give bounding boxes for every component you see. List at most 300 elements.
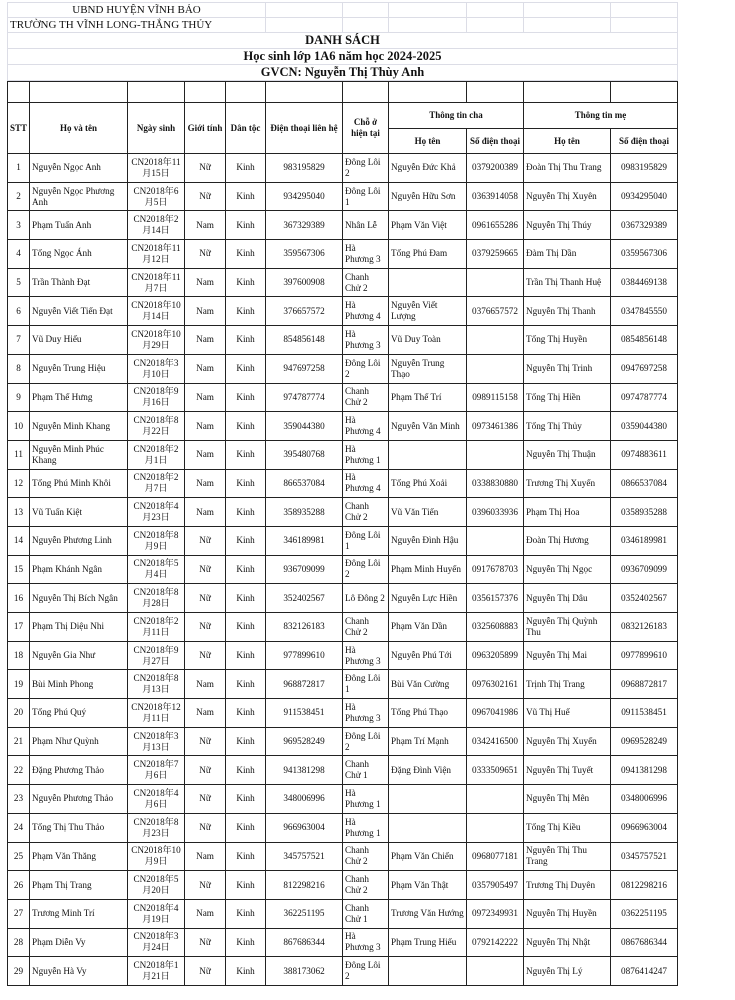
cell-phone: 934295040 [266, 182, 343, 211]
cell-mother-phone: 0974883611 [611, 440, 678, 469]
cell-phone: 367329389 [266, 211, 343, 240]
cell-ethnicity: Kinh [226, 526, 266, 555]
cell-mother-name: Nguyễn Thị Thanh [524, 297, 611, 326]
cell-ethnicity: Kinh [226, 268, 266, 297]
cell-gender: Nữ [185, 182, 226, 211]
cell-gender: Nữ [185, 240, 226, 269]
cell-gender: Nam [185, 354, 226, 383]
cell-name: Phạm Khánh Ngân [30, 555, 128, 584]
cell-ethnicity: Kinh [226, 785, 266, 814]
cell-mother-name: Nguyễn Thị Xuyên [524, 182, 611, 211]
cell-address: Chanh Chử 2 [343, 268, 389, 297]
cell-stt: 27 [8, 899, 30, 928]
table-row [8, 412, 678, 441]
cell-mother-name: Đàm Thị Dần [524, 240, 611, 269]
cell-stt: 26 [8, 871, 30, 900]
cell-mother-name: Trịnh Thị Trang [524, 670, 611, 699]
cell-gender: Nữ [185, 756, 226, 785]
cell-mother-name: Nguyễn Thị Thúy [524, 211, 611, 240]
cell-address: Lô Đông 2 [343, 584, 389, 613]
cell-ethnicity: Kinh [226, 297, 266, 326]
cell-stt: 29 [8, 957, 30, 986]
cell-mother-name: Nguyễn Thị Dâu [524, 584, 611, 613]
cell-mother-phone: 0983195829 [611, 154, 678, 183]
table-row [8, 498, 678, 527]
cell-mother-name: Nguyễn Thị Tuyết [524, 756, 611, 785]
cell-phone: 974787774 [266, 383, 343, 412]
cell-address: Hà Phương 3 [343, 240, 389, 269]
cell-father-phone: 0989115158 [467, 383, 524, 412]
cell-gender: Nam [185, 383, 226, 412]
cell-phone: 362251195 [266, 899, 343, 928]
cell-ethnicity: Kinh [226, 154, 266, 183]
cell-father-name: Phạm Văn Chiến [389, 842, 467, 871]
cell-dob: CN2018年8月28日 [128, 584, 185, 613]
cell-father-name: Phạm Minh Huyến [389, 555, 467, 584]
cell-mother-phone: 0359044380 [611, 412, 678, 441]
cell-dob: CN2018年2月7日 [128, 469, 185, 498]
cell-dob: CN2018年12月11日 [128, 699, 185, 728]
school-name [8, 18, 266, 33]
table-row [8, 354, 678, 383]
cell-stt: 24 [8, 813, 30, 842]
cell-mother-phone: 0974787774 [611, 383, 678, 412]
cell-stt: 8 [8, 354, 30, 383]
cell-dob: CN2018年4月6日 [128, 785, 185, 814]
cell-stt: 28 [8, 928, 30, 957]
table-row [8, 154, 678, 183]
cell-dob: CN2018年11月7日 [128, 268, 185, 297]
table-row [8, 756, 678, 785]
cell-mother-name: Nguyễn Thị Huyền [524, 899, 611, 928]
cell-address: Hà Phương 3 [343, 928, 389, 957]
cell-mother-phone: 0348006996 [611, 785, 678, 814]
cell-stt: 4 [8, 240, 30, 269]
cell-mother-name: Tống Thị Thủy [524, 412, 611, 441]
cell-father-name: Tống Phú Thạo [389, 699, 467, 728]
cell-name: Nguyễn Viết Tiến Đạt [30, 297, 128, 326]
cell-father-phone [467, 813, 524, 842]
cell-father-phone: 0333509651 [467, 756, 524, 785]
cell-name: Đặng Phương Thảo [30, 756, 128, 785]
cell-dob: CN2018年10月29日 [128, 326, 185, 355]
cell-dob: CN2018年9月27日 [128, 641, 185, 670]
cell-stt: 20 [8, 699, 30, 728]
cell-gender: Nam [185, 498, 226, 527]
student-table [7, 81, 678, 986]
cell-phone: 348006996 [266, 785, 343, 814]
cell-gender: Nữ [185, 813, 226, 842]
cell-gender: Nam [185, 842, 226, 871]
cell-gender: Nữ [185, 613, 226, 642]
table-row [8, 326, 678, 355]
cell-address: Hà Phương 1 [343, 785, 389, 814]
cell-phone: 911538451 [266, 699, 343, 728]
cell-ethnicity: Kinh [226, 928, 266, 957]
cell-address: Hà Phương 4 [343, 412, 389, 441]
document-title: DANH SÁCH [8, 33, 678, 49]
cell-dob: CN2018年3月24日 [128, 928, 185, 957]
col-father-phone: Số điện thoại [467, 129, 524, 154]
cell-phone: 866537084 [266, 469, 343, 498]
cell-address: Hà Phương 1 [343, 813, 389, 842]
cell-address: Hà Phương 3 [343, 641, 389, 670]
cell-name: Nguyễn Gia Như [30, 641, 128, 670]
cell-name: Tống Ngọc Ánh [30, 240, 128, 269]
cell-phone: 358935288 [266, 498, 343, 527]
cell-father-name: Nguyễn Văn Minh [389, 412, 467, 441]
cell-father-phone: 0792142222 [467, 928, 524, 957]
cell-gender: Nam [185, 268, 226, 297]
table-row [8, 383, 678, 412]
cell-father-name: Đặng Đình Viện [389, 756, 467, 785]
cell-stt: 18 [8, 641, 30, 670]
cell-father-phone: 0972349931 [467, 899, 524, 928]
cell-ethnicity: Kinh [226, 670, 266, 699]
cell-dob: CN2018年10月14日 [128, 297, 185, 326]
cell-address: Đông Lôi 1 [343, 670, 389, 699]
table-row [8, 297, 678, 326]
cell-name: Phạm Tuấn Anh [30, 211, 128, 240]
cell-mother-name: Phạm Thị Hoa [524, 498, 611, 527]
cell-stt: 12 [8, 469, 30, 498]
cell-ethnicity: Kinh [226, 641, 266, 670]
cell-gender: Nam [185, 297, 226, 326]
cell-father-phone: 0325608883 [467, 613, 524, 642]
cell-phone: 966963004 [266, 813, 343, 842]
cell-father-name: Tống Phú Xoải [389, 469, 467, 498]
cell-mother-name: Tống Thị Hiền [524, 383, 611, 412]
cell-ethnicity: Kinh [226, 469, 266, 498]
cell-father-name [389, 268, 467, 297]
cell-mother-phone: 0876414247 [611, 957, 678, 986]
table-row [8, 813, 678, 842]
cell-ethnicity: Kinh [226, 871, 266, 900]
cell-dob: CN2018年4月23日 [128, 498, 185, 527]
cell-stt: 13 [8, 498, 30, 527]
col-mother-phone: Số điện thoại [611, 129, 678, 154]
table-row [8, 842, 678, 871]
cell-father-phone: 0917678703 [467, 555, 524, 584]
district-name: UBND HUYỆN VĨNH BẢO [8, 3, 266, 18]
cell-ethnicity: Kinh [226, 584, 266, 613]
cell-address: Hà Phương 4 [343, 469, 389, 498]
cell-mother-phone: 0947697258 [611, 354, 678, 383]
cell-mother-phone: 0854856148 [611, 326, 678, 355]
cell-father-name [389, 813, 467, 842]
cell-gender: Nữ [185, 555, 226, 584]
cell-father-phone: 0379259665 [467, 240, 524, 269]
cell-gender: Nam [185, 412, 226, 441]
cell-mother-phone: 0866537084 [611, 469, 678, 498]
cell-gender: Nữ [185, 727, 226, 756]
document-subtitle: Học sinh lớp 1A6 năm học 2024-2025 [8, 49, 678, 65]
cell-stt: 19 [8, 670, 30, 699]
cell-phone: 968872817 [266, 670, 343, 699]
cell-name: Phạm Thị Diệu Nhi [30, 613, 128, 642]
cell-father-phone: 0968077181 [467, 842, 524, 871]
cell-father-phone [467, 268, 524, 297]
cell-father-phone: 0357905497 [467, 871, 524, 900]
table-row [8, 899, 678, 928]
cell-mother-phone: 0362251195 [611, 899, 678, 928]
cell-phone: 936709099 [266, 555, 343, 584]
cell-dob: CN2018年11月12日 [128, 240, 185, 269]
cell-address: Hà Phương 3 [343, 326, 389, 355]
cell-mother-name: Tống Thị Kiều [524, 813, 611, 842]
col-father-group: Thông tin cha [389, 103, 524, 129]
cell-dob: CN2018年1月21日 [128, 957, 185, 986]
cell-stt: 6 [8, 297, 30, 326]
cell-name: Bùi Minh Phong [30, 670, 128, 699]
cell-dob: CN2018年6月5日 [128, 182, 185, 211]
cell-dob: CN2018年11月15日 [128, 154, 185, 183]
table-row [8, 469, 678, 498]
cell-stt: 22 [8, 756, 30, 785]
cell-father-name: Nguyễn Đức Khả [389, 154, 467, 183]
cell-address: Nhân Lễ [343, 211, 389, 240]
cell-ethnicity: Kinh [226, 383, 266, 412]
cell-stt: 14 [8, 526, 30, 555]
cell-father-phone: 0973461386 [467, 412, 524, 441]
cell-name: Nguyễn Phương Thảo [30, 785, 128, 814]
cell-dob: CN2018年8月9日 [128, 526, 185, 555]
cell-stt: 5 [8, 268, 30, 297]
cell-ethnicity: Kinh [226, 555, 266, 584]
table-row [8, 670, 678, 699]
cell-stt: 3 [8, 211, 30, 240]
cell-father-name: Phạm Trí Mạnh [389, 727, 467, 756]
table-row [8, 211, 678, 240]
cell-phone: 359044380 [266, 412, 343, 441]
cell-stt: 15 [8, 555, 30, 584]
table-row [8, 555, 678, 584]
cell-father-phone: 0376657572 [467, 297, 524, 326]
cell-phone: 812298216 [266, 871, 343, 900]
cell-dob: CN2018年5月20日 [128, 871, 185, 900]
cell-mother-name: Nguyễn Thị Lý [524, 957, 611, 986]
cell-mother-phone: 0358935288 [611, 498, 678, 527]
cell-mother-phone: 0346189981 [611, 526, 678, 555]
cell-dob: CN2018年2月1日 [128, 440, 185, 469]
cell-stt: 2 [8, 182, 30, 211]
cell-gender: Nữ [185, 584, 226, 613]
col-name: Họ và tên [30, 103, 128, 154]
cell-stt: 11 [8, 440, 30, 469]
school-name-text: TRƯỜNG TH VĨNH LONG-THẮNG THỦY [10, 19, 213, 31]
cell-ethnicity: Kinh [226, 498, 266, 527]
cell-stt: 21 [8, 727, 30, 756]
cell-dob: CN2018年7月6日 [128, 756, 185, 785]
cell-phone: 376657572 [266, 297, 343, 326]
cell-ethnicity: Kinh [226, 211, 266, 240]
table-row [8, 613, 678, 642]
cell-dob: CN2018年8月13日 [128, 670, 185, 699]
col-mother-name: Họ tên [524, 129, 611, 154]
cell-ethnicity: Kinh [226, 699, 266, 728]
cell-father-name: Phạm Văn Thật [389, 871, 467, 900]
col-dob: Ngày sinh [128, 103, 185, 154]
cell-address: Hà Phương 3 [343, 699, 389, 728]
cell-gender: Nữ [185, 928, 226, 957]
cell-ethnicity: Kinh [226, 412, 266, 441]
cell-name: Nguyễn Phương Linh [30, 526, 128, 555]
cell-gender: Nam [185, 469, 226, 498]
document-header [7, 2, 678, 81]
cell-ethnicity: Kinh [226, 957, 266, 986]
cell-father-name [389, 785, 467, 814]
cell-address: Đông Lôi 1 [343, 182, 389, 211]
col-ethnicity: Dân tộc [226, 103, 266, 154]
cell-father-phone: 0963205899 [467, 641, 524, 670]
cell-mother-phone: 0359567306 [611, 240, 678, 269]
cell-mother-phone: 0911538451 [611, 699, 678, 728]
cell-phone: 352402567 [266, 584, 343, 613]
cell-phone: 395480768 [266, 440, 343, 469]
cell-mother-phone: 0941381298 [611, 756, 678, 785]
cell-father-name: Vũ Văn Tiến [389, 498, 467, 527]
table-row [8, 871, 678, 900]
cell-phone: 345757521 [266, 842, 343, 871]
table-row [8, 584, 678, 613]
cell-name: Vũ Tuấn Kiệt [30, 498, 128, 527]
cell-dob: CN2018年4月19日 [128, 899, 185, 928]
cell-ethnicity: Kinh [226, 240, 266, 269]
cell-address: Đông Lôi 2 [343, 555, 389, 584]
homeroom-teacher: GVCN: Nguyễn Thị Thùy Anh [8, 65, 678, 81]
col-address: Chỗ ở hiện tại [343, 103, 389, 154]
cell-phone: 388173062 [266, 957, 343, 986]
cell-gender: Nữ [185, 871, 226, 900]
cell-name: Trương Minh Trí [30, 899, 128, 928]
cell-mother-phone: 0867686344 [611, 928, 678, 957]
table-row [8, 928, 678, 957]
cell-gender: Nam [185, 699, 226, 728]
cell-father-phone: 0967041986 [467, 699, 524, 728]
cell-ethnicity: Kinh [226, 727, 266, 756]
cell-mother-name: Trương Thị Xuyến [524, 469, 611, 498]
cell-mother-phone: 0384469138 [611, 268, 678, 297]
cell-father-phone [467, 326, 524, 355]
cell-ethnicity: Kinh [226, 440, 266, 469]
table-row [8, 182, 678, 211]
cell-ethnicity: Kinh [226, 756, 266, 785]
cell-father-name: Bùi Văn Cường [389, 670, 467, 699]
cell-ethnicity: Kinh [226, 813, 266, 842]
table-row [8, 957, 678, 986]
cell-mother-name: Nguyễn Thị Trinh [524, 354, 611, 383]
cell-stt: 1 [8, 154, 30, 183]
cell-mother-name: Nguyễn Thị Thu Trang [524, 842, 611, 871]
cell-mother-phone: 0352402567 [611, 584, 678, 613]
table-row [8, 699, 678, 728]
cell-gender: Nam [185, 440, 226, 469]
cell-address: Đông Lôi 2 [343, 154, 389, 183]
cell-father-phone [467, 957, 524, 986]
cell-gender: Nữ [185, 957, 226, 986]
cell-stt: 16 [8, 584, 30, 613]
cell-address: Đông Lôi 1 [343, 526, 389, 555]
cell-name: Tống Phú Minh Khôi [30, 469, 128, 498]
cell-name: Nguyễn Minh Khang [30, 412, 128, 441]
cell-mother-name: Nguyễn Thị Quỳnh Thu [524, 613, 611, 642]
cell-phone: 832126183 [266, 613, 343, 642]
cell-address: Chanh Chử 2 [343, 498, 389, 527]
cell-father-phone: 0379200389 [467, 154, 524, 183]
cell-ethnicity: Kinh [226, 613, 266, 642]
cell-father-phone: 0338830880 [467, 469, 524, 498]
cell-phone: 359567306 [266, 240, 343, 269]
table-row [8, 785, 678, 814]
cell-dob: CN2018年8月23日 [128, 813, 185, 842]
cell-father-phone: 0363914058 [467, 182, 524, 211]
cell-mother-name: Tống Thị Huyền [524, 326, 611, 355]
spreadsheet [7, 2, 669, 986]
cell-father-phone: 0356157376 [467, 584, 524, 613]
cell-stt: 10 [8, 412, 30, 441]
cell-name: Phạm Diễn Vy [30, 928, 128, 957]
cell-name: Nguyễn Ngọc Phương Anh [30, 182, 128, 211]
cell-phone: 969528249 [266, 727, 343, 756]
cell-stt: 17 [8, 613, 30, 642]
cell-name: Nguyễn Minh Phúc Khang [30, 440, 128, 469]
cell-address: Đông Lôi 2 [343, 354, 389, 383]
cell-father-name: Tống Phú Đam [389, 240, 467, 269]
cell-name: Trần Thành Đạt [30, 268, 128, 297]
cell-dob: CN2018年5月4日 [128, 555, 185, 584]
cell-father-name: Phạm Thế Trí [389, 383, 467, 412]
cell-phone: 867686344 [266, 928, 343, 957]
cell-ethnicity: Kinh [226, 899, 266, 928]
cell-gender: Nam [185, 211, 226, 240]
cell-dob: CN2018年2月14日 [128, 211, 185, 240]
cell-father-phone: 0976302161 [467, 670, 524, 699]
cell-phone: 854856148 [266, 326, 343, 355]
cell-mother-phone: 0347845550 [611, 297, 678, 326]
cell-phone: 346189981 [266, 526, 343, 555]
table-row [8, 240, 678, 269]
cell-father-name: Phạm Văn Việt [389, 211, 467, 240]
cell-address: Chanh Chử 2 [343, 842, 389, 871]
cell-address: Chanh Chử 2 [343, 613, 389, 642]
cell-father-name: Nguyễn Đình Hậu [389, 526, 467, 555]
cell-name: Nguyễn Trung Hiệu [30, 354, 128, 383]
cell-father-name [389, 440, 467, 469]
cell-father-name: Nguyễn Trung Thạo [389, 354, 467, 383]
cell-father-phone [467, 526, 524, 555]
cell-ethnicity: Kinh [226, 842, 266, 871]
cell-dob: CN2018年10月9日 [128, 842, 185, 871]
cell-father-phone: 0396033936 [467, 498, 524, 527]
cell-stt: 25 [8, 842, 30, 871]
cell-phone: 947697258 [266, 354, 343, 383]
cell-father-name: Vũ Duy Toàn [389, 326, 467, 355]
cell-address: Hà Phương 1 [343, 440, 389, 469]
cell-father-phone: 0342416500 [467, 727, 524, 756]
cell-name: Phạm Văn Thăng [30, 842, 128, 871]
cell-name: Tống Thị Thu Thảo [30, 813, 128, 842]
cell-mother-name: Nguyễn Thị Nhật [524, 928, 611, 957]
cell-mother-phone: 0934295040 [611, 182, 678, 211]
cell-father-name: Nguyễn Phú Tới [389, 641, 467, 670]
cell-mother-name: Nguyễn Thị Thuận [524, 440, 611, 469]
cell-father-phone [467, 440, 524, 469]
col-phone: Điện thoại liên hệ [266, 103, 343, 154]
cell-mother-name: Nguyễn Thị Mên [524, 785, 611, 814]
cell-mother-phone: 0812298216 [611, 871, 678, 900]
cell-phone: 397600908 [266, 268, 343, 297]
cell-father-name: Phạm Văn Dần [389, 613, 467, 642]
